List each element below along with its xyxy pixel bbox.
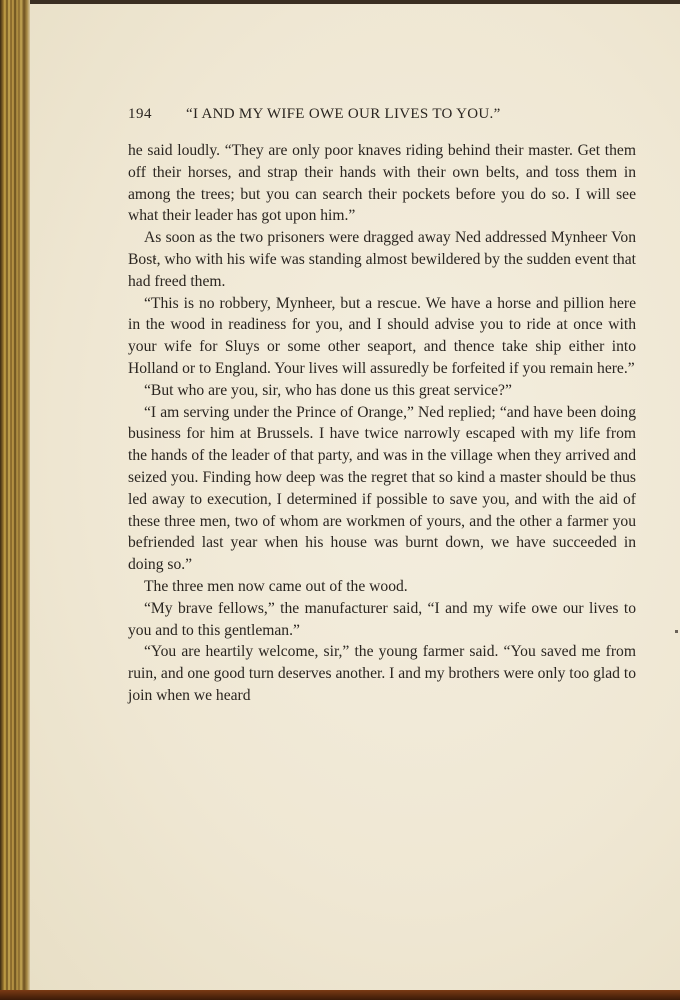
- page-text-block: [128, 104, 636, 707]
- page-top-edge: [30, 0, 680, 4]
- paragraph: “My brave fellows,” the manufacturer said, “I and my wife owe our lives to you and to this gentleman.”: [128, 599, 636, 639]
- paragraph: “I am serving under the Prince of Orange,” Ned replied; “and have been doing business for him at Brussels. I have twice narrowly escaped with my life from the hands of the leader of that party, and was in the village when they arrived and seized you. Finding how deep was the regret that so kind a master should be thus led away to execution, I determined if possible to save you, and with the aid of these three men, two of whom are workmen of yours, and the other a farmer you befriended last year when his house was burnt down, we have succeeded in doing so.”: [128, 403, 636, 574]
- paragraph: The three men now came out of the wood.: [144, 577, 408, 595]
- paragraph: As soon as the two prisoners were dragged away Ned addressed Mynheer Von Bost, who with his wife was standing almost bewildered by the sudden event that had freed them.: [128, 229, 636, 290]
- page-header: [128, 104, 636, 128]
- paragraph: “You are heartily welcome, sir,” the young farmer said. “You saved me from ruin, and one good turn deserves another. I and my brothers were only too glad to join when we heard: [128, 643, 636, 704]
- running-head: “I AND MY WIFE OWE OUR LIVES TO YOU.”: [186, 106, 501, 122]
- page-bottom-edge: [0, 990, 680, 1000]
- margin-speck: [675, 630, 678, 633]
- paragraph: he said loudly. “They are only poor knaves riding behind their master. Get them off their horses, and strap their hands with their own belts, and toss them in among the trees; but you can search their pockets before you do so. I will see what their leader has got upon him.”: [128, 142, 636, 225]
- paragraph: “This is no robbery, Mynheer, but a rescue. We have a horse and pillion here in the wood in readiness for you, and I should advise you to ride at once with your wife for Sluys or some other seaport, and thence take ship either into Holland or to England. Your lives will assuredly be forfeited if you remain here.”: [128, 294, 636, 377]
- paragraph: “But who are you, sir, who has done us this great service?”: [144, 381, 512, 399]
- book-spine: [0, 0, 30, 1000]
- page-number: 194: [128, 106, 152, 122]
